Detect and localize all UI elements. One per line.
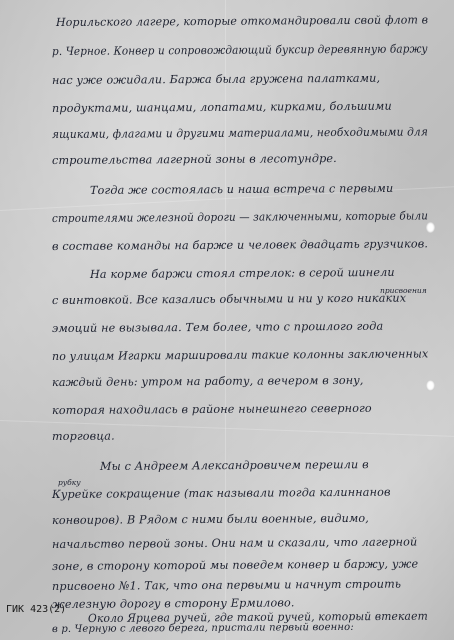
text-line: железную дорогу в сторону Ермилово. — [51, 596, 295, 611]
text-line: зоне, в сторону которой мы поведем конвер и баржу, уже — [51, 557, 419, 573]
text-line: каждый день: утром на работу, а вечером в зону, — [51, 373, 364, 389]
text-line: в составе команды на барже и человек двадцать грузчиков. — [51, 237, 429, 253]
margin-note: рубку — [58, 478, 81, 487]
text-line: которая находилась в районе нынешнего северного — [51, 401, 372, 417]
text-line: Курейке сокращение (так называли тогда калиннанов — [51, 485, 391, 501]
text-line: продуктами, шанцами, лопатами, кирками, большими — [51, 99, 392, 115]
text-line: строительства лагерной зоны в лесотундре. — [51, 152, 337, 167]
text-line: с винтовкой. Все казались обычными и ни у кого никаких — [51, 291, 407, 307]
text-line: Мы с Андреем Александровичем перешли в — [99, 458, 369, 473]
text-line: нас уже ожидали. Баржа была гружена палатками, — [51, 71, 381, 87]
text-line: строителями железной дороги — заключенными, которые были — [51, 209, 429, 225]
text-line: ящиками, флагами и другими материалами, необходимыми для — [51, 125, 429, 141]
text-line: р. Черное. Конвер и сопровождающий буксир деревянную баржу — [51, 42, 428, 58]
margin-note: присвоения — [380, 286, 427, 295]
text-line: Норильского лагере, которые откомандировали свой флот в — [55, 13, 429, 29]
text-line: Около Ярцева ручей, где такой ручей, который втекает — [87, 609, 428, 625]
text-line: присвоено №1. Так, что она первыми и начнут строить — [51, 577, 402, 593]
text-line: по улицам Игарки маршировали такие колонны заключенных — [51, 347, 429, 363]
archive-number: ГИК 423(2) — [6, 604, 67, 615]
text-line: конвоиров). В Рядом с ними были военные, видимо, — [51, 511, 370, 527]
text-line: торговца. — [51, 429, 115, 443]
text-line: начальство первой зоны. Они нам и сказали, что лагерной — [51, 535, 418, 551]
text-line: эмоций не вызывала. Тем более, что с прошлого года — [51, 319, 384, 335]
text-line: На корме баржи стоял стрелок: в серой шинели — [89, 265, 395, 281]
text-line: Тогда же состоялась и наша встреча с первыми — [89, 181, 394, 197]
text-line: в р. Черную с левого берега, пристали первый военно: — [51, 621, 354, 635]
